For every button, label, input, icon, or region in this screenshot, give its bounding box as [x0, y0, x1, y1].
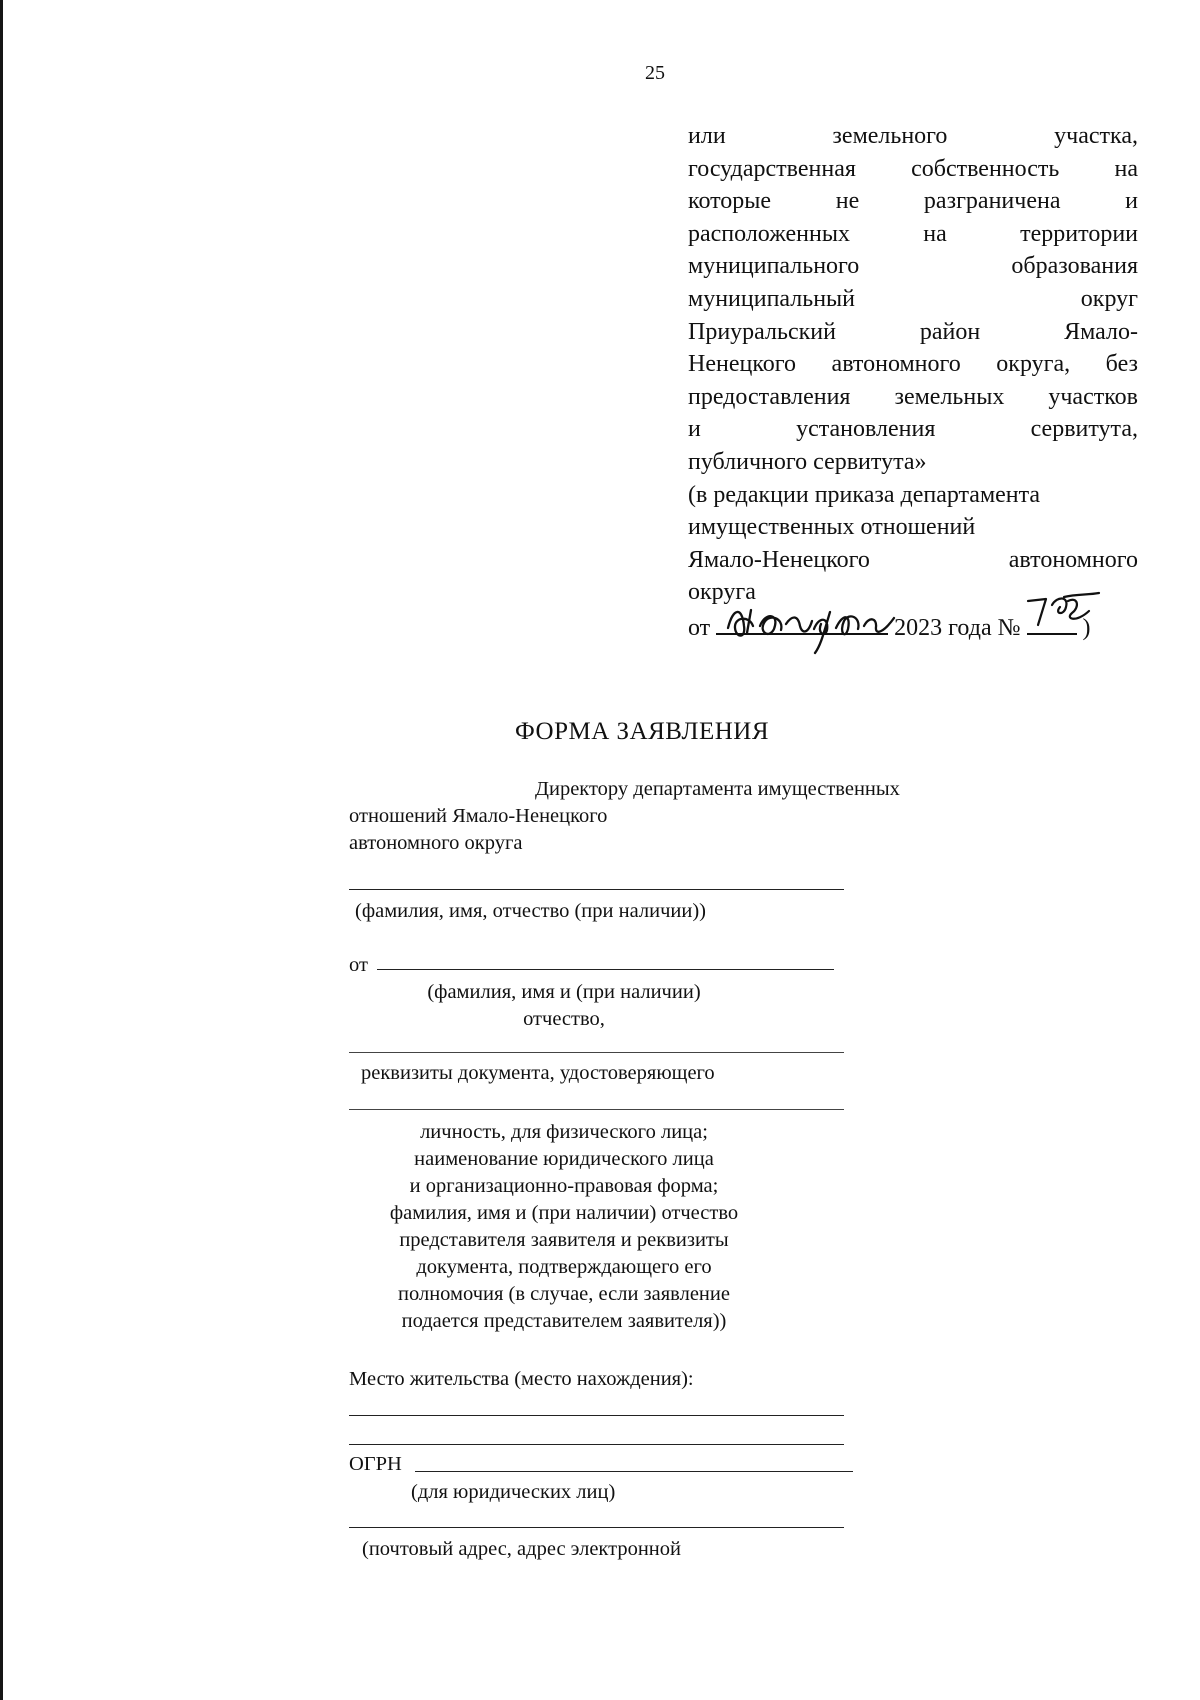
header-line: публичного сервитута» — [688, 448, 927, 475]
from-caption — [349, 979, 779, 1033]
edition-date-line — [688, 607, 1138, 643]
residence-line — [349, 1415, 844, 1416]
long-caption — [349, 1119, 779, 1335]
document-details-line — [349, 1109, 844, 1110]
caption-line: документа, подтверждающего его — [416, 1256, 712, 1278]
caption-line: и организационно-правовая форма; — [409, 1175, 719, 1197]
form-title: ФОРМА ЗАЯВЛЕНИЯ — [515, 718, 770, 745]
caption-line: наименование юридического лица — [414, 1148, 714, 1170]
caption-line: личность, для физического лица; — [420, 1121, 708, 1143]
addressee-line: автономного округа — [349, 832, 523, 854]
header-line: расположенных на территории — [688, 220, 1138, 247]
director-name-line — [349, 889, 844, 890]
header-line: муниципальный округ — [688, 285, 1138, 312]
ogrn-label: ОГРН — [349, 1453, 402, 1475]
closing-parenthesis: ) — [1082, 614, 1091, 641]
legal-caption: (для юридических лиц) — [411, 1481, 616, 1503]
approval-header-block — [688, 120, 1138, 643]
handwritten-number-field — [1027, 607, 1077, 635]
header-line: или земельного участка, — [688, 123, 1138, 149]
addressee-line: Директору департамента имущественных — [535, 778, 900, 800]
caption-line: (фамилия, имя и (при наличии) — [427, 981, 701, 1003]
fio-caption: (фамилия, имя, отчество (при наличии)) — [355, 900, 706, 922]
addressee-line: отношений Ямало-Ненецкого — [349, 805, 608, 827]
date-prefix: от — [688, 614, 711, 641]
caption-line: подается представителем заявителя)) — [401, 1310, 727, 1332]
header-line: округа — [688, 579, 756, 606]
caption-line: отчество, — [523, 1008, 605, 1030]
scan-edge — [0, 0, 3, 1700]
header-line: муниципального образования — [688, 253, 1138, 280]
caption-line: полномочия (в случае, если заявление — [398, 1283, 730, 1305]
residence-label: Место жительства (место нахождения): — [349, 1368, 694, 1390]
caption-line: фамилия, имя и (при наличии) отчество — [389, 1202, 739, 1224]
header-line: Ямало-Ненецкого автономного — [688, 546, 1138, 573]
year-number-label: 2023 года № — [894, 614, 1021, 641]
header-line: (в редакции приказа департамента — [688, 481, 1041, 508]
postal-caption: (почтовый адрес, адрес электронной — [362, 1538, 681, 1560]
header-line: Ненецкого автономного округа, без — [688, 351, 1138, 378]
from-label: от — [349, 954, 368, 976]
identity-document-line — [349, 1052, 844, 1053]
residence-line — [349, 1444, 844, 1445]
handwritten-date-field — [716, 607, 888, 635]
postal-address-line — [349, 1527, 844, 1528]
applicant-name-line — [377, 969, 834, 970]
header-line: имущественных отношений — [688, 514, 976, 541]
caption-line: представителя заявителя и реквизиты — [399, 1229, 729, 1251]
header-line: предоставления земельных участков — [688, 383, 1138, 410]
handwritten-number-signature — [1021, 589, 1101, 631]
header-line: Приуральский район Ямало- — [688, 318, 1138, 345]
handwritten-date-signature — [716, 590, 906, 656]
header-line: которые не разграничена и — [688, 188, 1138, 215]
page-number: 25 — [645, 62, 665, 84]
document-caption: реквизиты документа, удостоверяющего — [361, 1062, 715, 1084]
ogrn-line — [415, 1471, 853, 1472]
header-line: и установления сервитута, — [688, 416, 1138, 443]
header-line: государственная собственность на — [688, 155, 1138, 182]
